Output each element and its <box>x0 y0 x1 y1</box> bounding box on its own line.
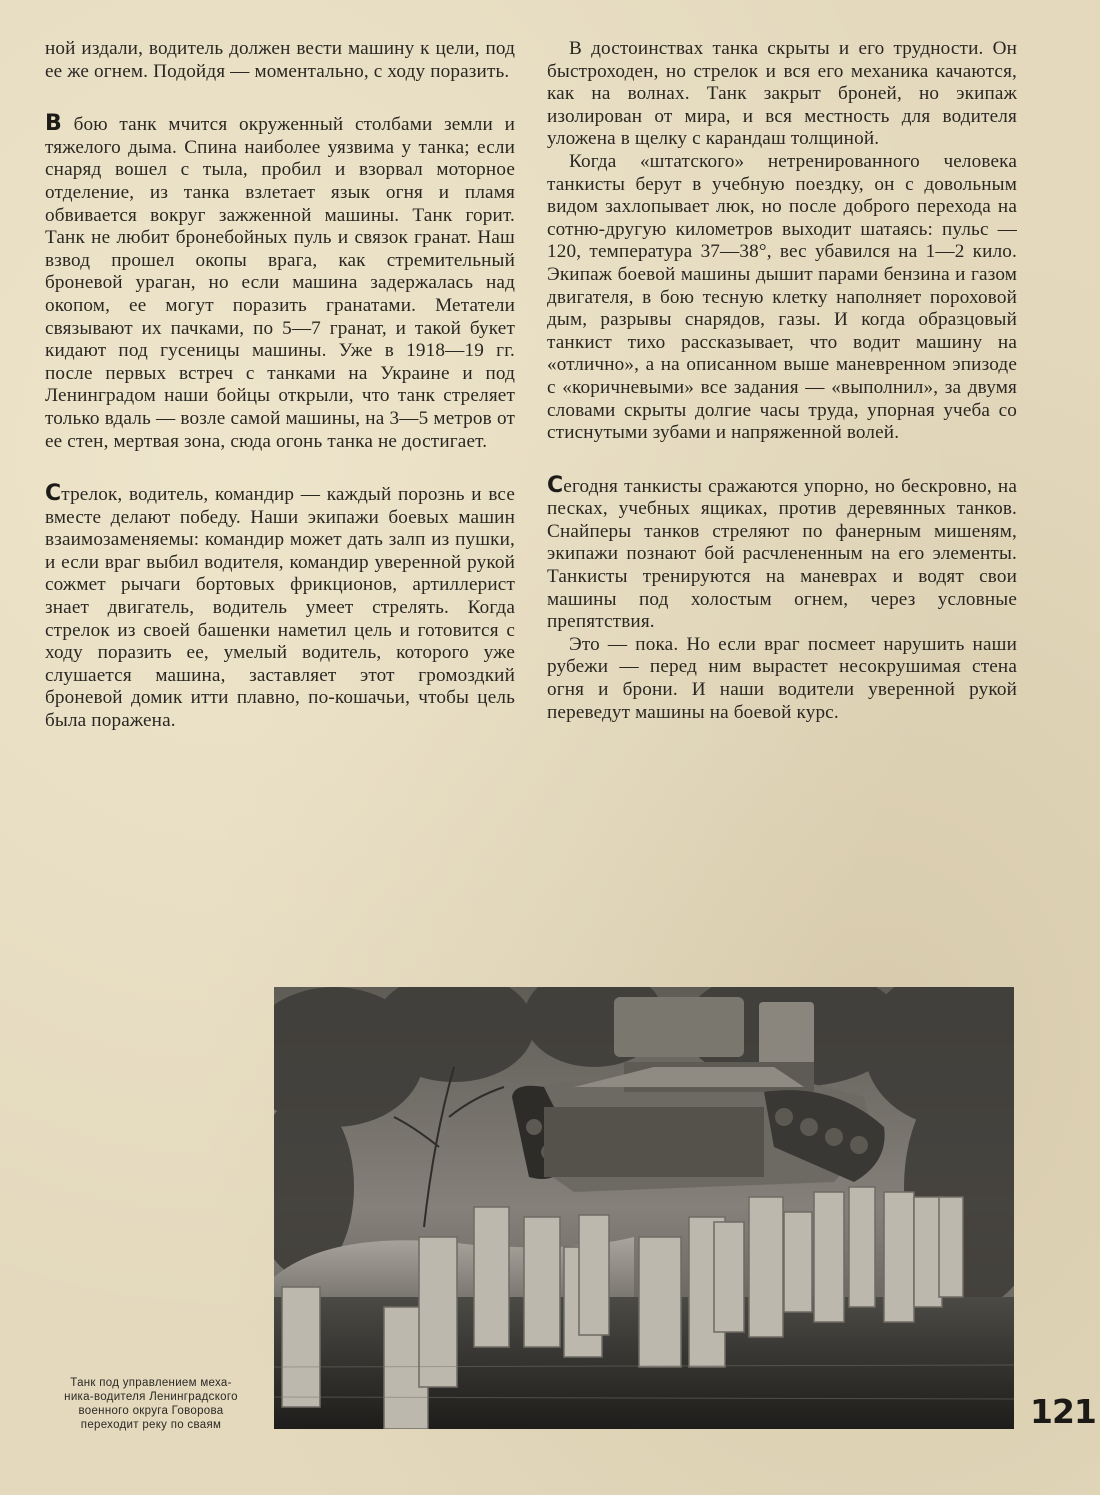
right-paragraph-3 <box>547 472 1017 634</box>
caption-line: ника-водителя Ленинградского <box>64 1391 238 1403</box>
left-paragraph-2-text: бою танк мчится окруженный столбами земли и тяжелого дыма. Спина наиболее уязвима у танка; если снаряд вошел с тыла, пробил и взорвал моторное отделение, из танка взлетает язык огня и пламя обвивается вокруг зажженной машины. Танк горит. Танк не любит бронебойных пуль и связок гранат. Наш взвод прошел окопы врага, как стремительный броневой ураган, но если машина задержалась над окопом, ее могут поразить гранатами. Метатели связывают их пачками, по 5—7 гранат, и такой букет кидают под гусеницы машины. Уже в 1918—19 гг. после первых встреч с танками на Украине и под Ленинградом наши бойцы открыли, что танк стреляет только вдаль — возле самой машины, на 3—5 метров от ее стен, мертвая зона, сюда огонь танка не достигает. <box>45 114 515 452</box>
dropcap-v: В <box>45 111 62 137</box>
photo-caption <box>40 1376 262 1432</box>
page-number: 121 <box>1030 1392 1096 1431</box>
left-paragraph-2 <box>45 113 515 453</box>
tank-photo-illustration <box>274 987 1014 1429</box>
caption-line: Танк под управлением меха- <box>70 1377 232 1389</box>
caption-line: переходит реку по сваям <box>80 1419 222 1431</box>
right-text-column <box>547 38 1017 724</box>
dropcap-s: С <box>45 481 62 507</box>
dropcap-s-right: С <box>547 472 564 498</box>
left-paragraph-3-text: трелок, водитель, командир — каждый порознь и все вместе делают победу. Наши экипажи боевых машин взаимозаменяемы: командир может дать залп из пушки, и если враг выбил водителя, командир уверенной рукой сожмет рычаги бортовых фрикционов, артиллерист знает двигатель, водитель умеет стрелять. Когда стрелок из своей башенки наметил цель и готовится с ходу поразить ее, умелый водитель, которого уже слушается машина, заставляет этот громоздкий броневой домик итти плавно, по-кошачьи, чтобы цель была поражена. <box>45 484 515 732</box>
left-paragraph-1: ной издали, водитель должен вести машину к цели, под ее же огнем. Подойдя — моментально, с ходу поразить. <box>45 38 515 82</box>
right-paragraph-2: Когда «штатского» нетренированного человека танкисты берут в учебную поездку, он с довольным видом захлопывает люк, но после доброго перехода на сотню-другую километров выходит шатаясь: пульс — 120, температура 37—38°, вес убавился на 1—2 кило. Экипаж боевой машины дышит парами бензина и газом двигателя, в бою тесную клетку наполняет пороховой дым, разрывы снарядов, газы. И когда образцовый танкист тихо рассказывает, что водит машину на «отлично», а на описанном выше маневренном эпизоде с «коричневыми» все задания — «выполнил», за двумя словами скрыты долгие часы труда, упорная учеба со стиснутыми зубами и напряженной волей. <box>547 150 1017 444</box>
right-paragraph-4: Это — пока. Но если враг посмеет нарушить наши рубежи — перед ним вырастет несокрушимая стена огня и брони. И наши водители уверенной рукой переведут машины на боевой курс. <box>547 633 1017 723</box>
tank-photo <box>274 987 1014 1429</box>
right-paragraph-3-text: егодня танкисты сражаются упорно, но бескровно, на песках, учебных ящиках, против деревянных танков. Снайперы танков стреляют по фанерным мишеням, экипажи познают бой расчлененным на его элементы. Танкисты тренируются на маневрах и водят свои машины под холостым огнем, через условные препятствия. <box>547 475 1017 633</box>
right-paragraph-1: В достоинствах танка скрыты и его трудности. Он быстроходен, но стрелок и вся его механика качаются, как на волнах. Танк закрыт броней, но экипаж изолирован от мира, и вся местность для водителя уложена в щелку с карандаш толщиной. <box>547 38 1017 150</box>
left-paragraph-3 <box>45 483 515 733</box>
left-text-column <box>45 38 515 733</box>
caption-line: военного округа Говорова <box>78 1405 224 1417</box>
